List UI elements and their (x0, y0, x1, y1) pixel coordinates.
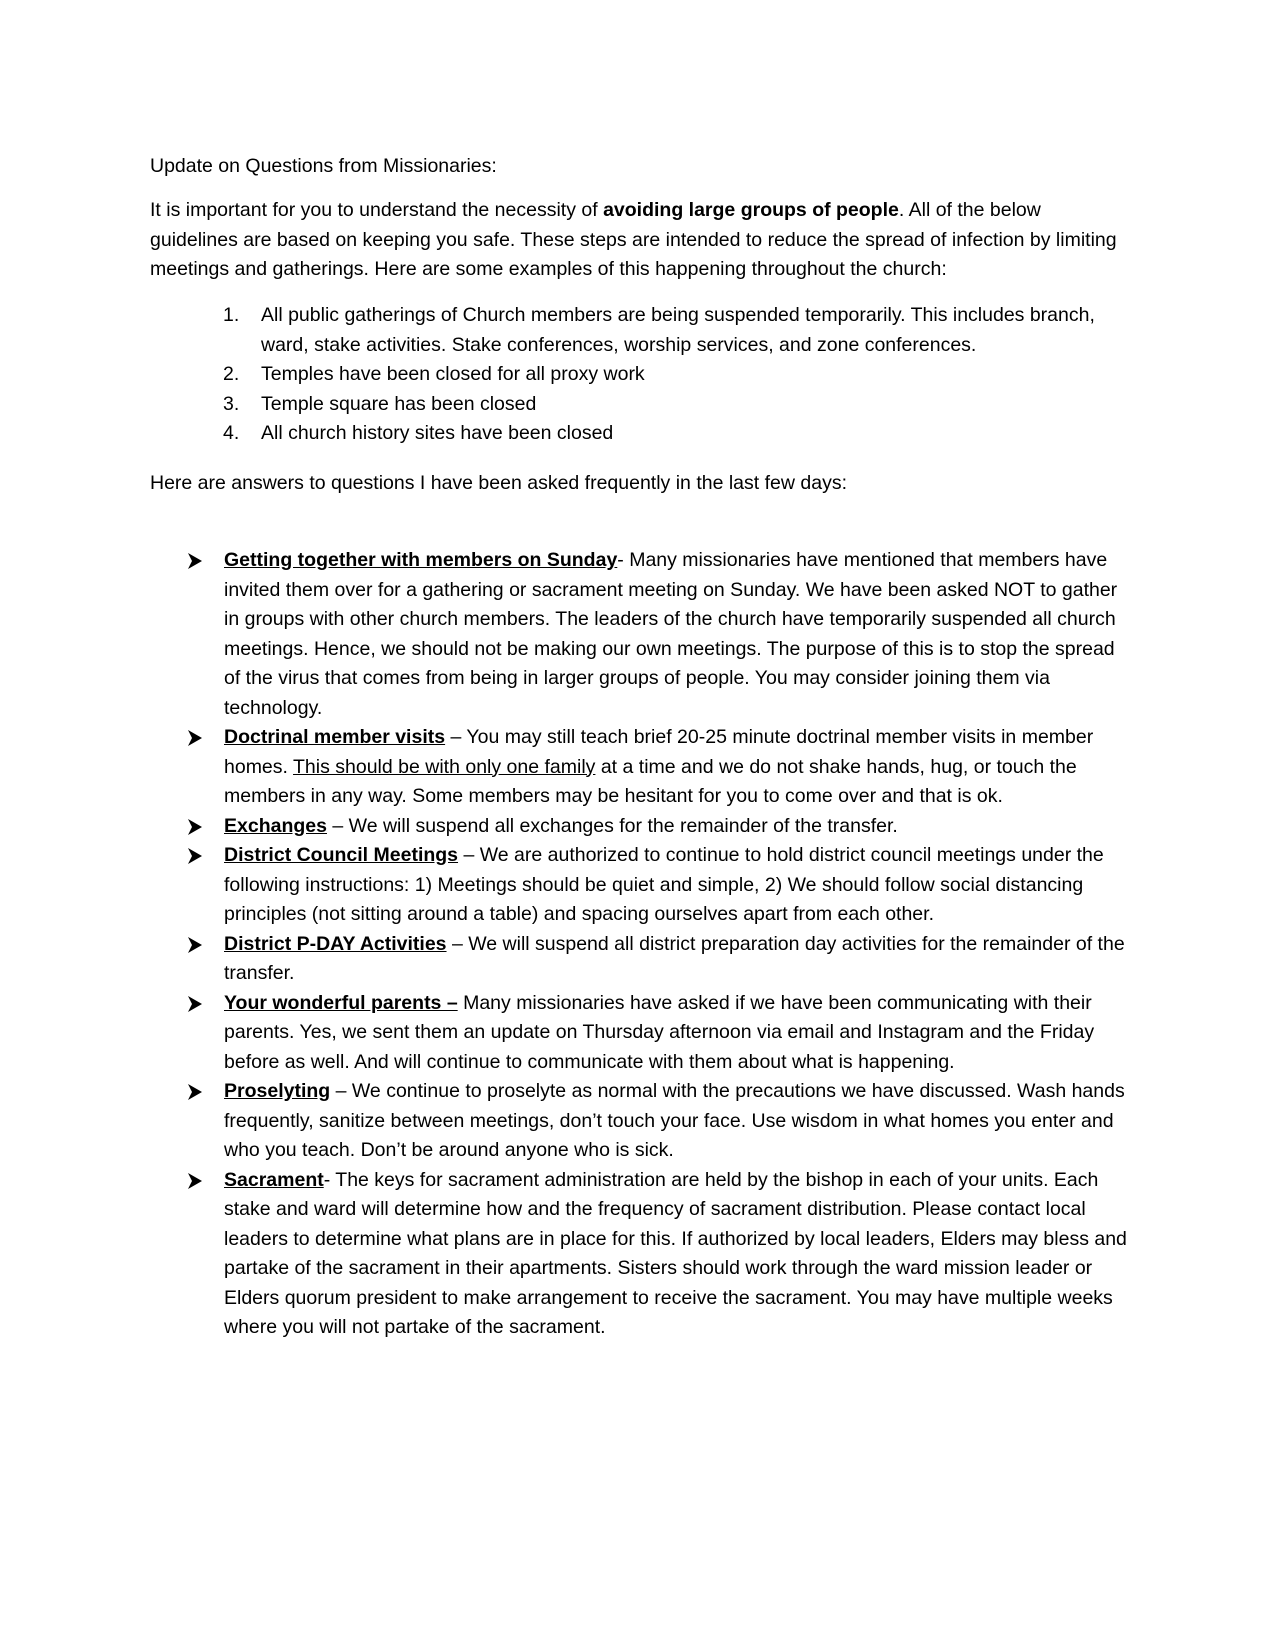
faq-item (150, 1077, 1130, 1166)
faq-text: – We are authorized to continue to hold district council meetings under the following instructions: 1) Meetings should be quiet and simple, 2) We should follow social distancing principles (not sitting around a table) and spacing ourselves apart from each other. (224, 844, 1104, 925)
faq-text: – You may still teach brief 20-25 minute doctrinal member visits in member homes. (224, 726, 1094, 778)
intro-text-end: . All of the below guidelines are based on keeping you safe. These steps are intended to reduce the spread of infection by limiting meetings and gatherings. Here are some examples of this happening throughout the church: (150, 199, 1117, 280)
faq-text: - The keys for sacrament administration are held by the bishop in each of your units. Each stake and ward will determine how and the frequency of sacrament distribution. Please contact local leaders to determine what plans are in place for this. If authorized by local leaders, Elders may bless and partake of the sacrament in their apartments. Sisters should work through the ward mission leader or Elders quorum president to make arrangement to receive the sacrament. You may have multiple weeks where you will not partake of the sacrament. (224, 1168, 1127, 1338)
intro-text-start: It is important for you to understand the necessity of (150, 199, 604, 221)
intro-bold-phrase: avoiding large groups of people (603, 199, 899, 221)
numbered-list (150, 301, 1130, 449)
faq-text-after: at a time and we do not shake hands, hug, or touch the members in any way. Some members may be hesitant for you to come over and that is ok. (224, 755, 1077, 807)
faq-term: Doctrinal member visits (224, 726, 446, 748)
item-number: 3. (223, 392, 240, 415)
faq-item (150, 1166, 1130, 1343)
arrow-bullet-icon (188, 937, 202, 953)
intro-paragraph (150, 196, 1130, 285)
faq-list (150, 546, 1130, 1343)
faq-term: Exchanges (224, 814, 327, 837)
faq-term: Proselyting (224, 1080, 331, 1102)
item-text: Temple square has been closed (261, 392, 537, 415)
faq-text: Many missionaries have asked if we have been communicating with their parents. Yes, we sent them an update on Thursday afternoon via email and Instagram and the Friday before as well. And will continue to communicate with them about what is happening. (224, 991, 1095, 1073)
faq-term: Your wonderful parents – (224, 991, 458, 1014)
item-text: Temples have been closed for all proxy work (261, 363, 645, 385)
numbered-item (150, 390, 1130, 420)
arrow-bullet-icon (188, 1084, 202, 1100)
faq-text: - Many missionaries have mentioned that members have invited them over for a gathering or sacrament meeting on Sunday. We have been asked NOT to gather in groups with other church members. The leaders of the church have temporarily suspended all church meetings. Hence, we should not be making our own meetings. The purpose of this is to stop the spread of the virus that comes from being in larger groups of people. You may consider joining them via technology. (224, 549, 1118, 719)
faq-text: – We will suspend all district preparation day activities for the remainder of the transfer. (224, 932, 1125, 984)
faq-term: District Council Meetings (224, 844, 459, 866)
faq-item (150, 841, 1130, 930)
numbered-item (150, 301, 1130, 360)
item-number: 4. (223, 422, 240, 444)
answers-intro: Here are answers to questions I have been asked frequently in the last few days: (150, 472, 847, 494)
item-number: 2. (223, 363, 240, 385)
faq-term: Getting together with members on Sunday (224, 549, 618, 571)
item-text: All church history sites have been closed (261, 422, 614, 444)
arrow-bullet-icon (188, 848, 202, 864)
faq-item (150, 930, 1130, 989)
item-number: 1. (223, 304, 240, 326)
arrow-bullet-icon (188, 730, 202, 746)
faq-term: District P-DAY Activities (224, 932, 447, 955)
faq-text: – We will suspend all exchanges for the remainder of the transfer. (326, 814, 898, 837)
document-title: Update on Questions from Missionaries: (150, 155, 497, 177)
faq-text: – We continue to proselyte as normal with the precautions we have discussed. Wash hands frequently, sanitize between meetings, don’t touch your face. Use wisdom in what homes you enter and who you teach. Don’t be around anyone who is sick. (224, 1080, 1125, 1161)
arrow-bullet-icon (188, 819, 202, 835)
faq-item (150, 546, 1130, 723)
faq-item (150, 989, 1130, 1078)
item-text: All public gatherings of Church members are being suspended temporarily. This includes branch, ward, stake activities. Stake conferences, worship services, and zone conferences. (261, 304, 1095, 356)
arrow-bullet-icon (188, 996, 202, 1012)
faq-item (150, 723, 1130, 812)
numbered-item (150, 360, 1130, 390)
arrow-bullet-icon (188, 1173, 202, 1189)
faq-term: Sacrament (224, 1168, 324, 1191)
faq-underlined-text: This should be with only one family (293, 755, 596, 778)
arrow-bullet-icon (188, 553, 202, 569)
numbered-item (150, 419, 1130, 449)
faq-item (150, 812, 1130, 842)
